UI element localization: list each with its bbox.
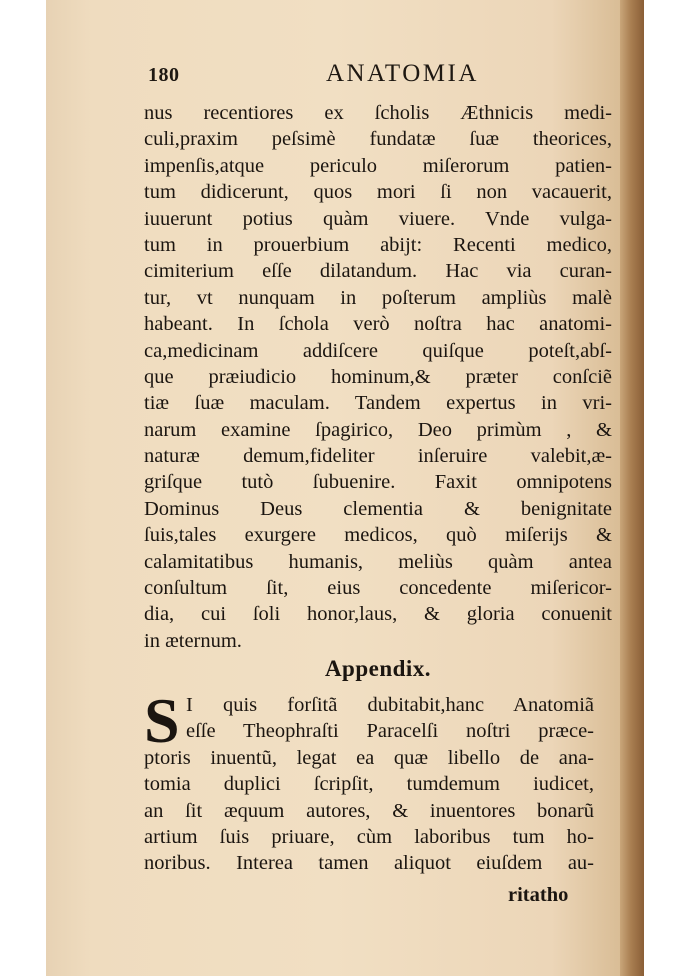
text-line: impenſis,atque periculo miſerorum patien- [144, 154, 612, 177]
running-title: ANATOMIA [326, 60, 479, 87]
text-line: Dominus Deus clementia & benignitate [144, 497, 612, 520]
text-line: conſultum ſit, eius concedente miſericor- [144, 577, 612, 600]
appendix-text [144, 685, 594, 877]
body-text [144, 100, 612, 654]
text-line: ſuis,tales exurgere medicos, quò miſerijs & [144, 524, 612, 547]
text-line: eſſe Theophraſti Paracelſi noſtri præce- [186, 720, 594, 743]
page-number: 180 [148, 64, 180, 86]
text-line: an ſit æquum autores, & inuentores bonarũ [144, 799, 594, 822]
text-line: dia, cui ſoli honor,laus, & gloria conuenit [144, 603, 612, 626]
text-line: nus recentiores ex ſcholis Æthnicis medi- [144, 102, 612, 124]
text-line: tum didicerunt, quos mori ſi non vacauerit, [144, 181, 612, 204]
text-line: cimiterium eſſe dilatandum. Hac via curan- [144, 260, 612, 283]
text-line: habeant. In ſchola verò noſtra hac anatomi- [144, 313, 612, 336]
text-line: tur, vt nunquam in poſterum ampliùs malè [144, 286, 612, 309]
drop-cap: S [144, 685, 180, 756]
text-line: calamitatibus humanis, meliùs quàm antea [144, 550, 612, 573]
text-line: tum in prouerbium abijt: Recenti medico, [144, 233, 612, 256]
text-line: griſque tutò ſubuenire. Faxit omnipotens [144, 471, 612, 494]
text-line: naturæ demum,fideliter inſeruire valebit,æ- [144, 445, 612, 468]
text-line: que præiudicio hominum,& præter conſciẽ [144, 365, 612, 388]
text-line: in æternum. [144, 629, 242, 652]
scan-edge [644, 0, 690, 976]
text-line: tomia duplici ſcripſit, tumdemum iudicet, [144, 773, 594, 796]
text-line: artium ſuis priuare, cùm laboribus tum ho- [144, 825, 594, 848]
text-line: noribus. Interea tamen aliquot eiuſdem au- [144, 852, 594, 875]
text-line: ptoris inuentũ, legat ea quæ libello de ana- [144, 746, 594, 769]
text-line: I quis forſitã dubitabit,hanc Anatomiã [186, 694, 594, 716]
catchword: ritatho [508, 884, 569, 906]
text-line: narum examine ſpagirico, Deo primùm , & [144, 418, 612, 441]
book-gutter [620, 0, 644, 976]
page-header [148, 58, 548, 94]
text-line: tiæ ſuæ maculam. Tandem expertus in vri- [144, 392, 612, 415]
appendix-heading: Appendix. [324, 656, 432, 681]
text-line: culi,praxim peſsimè fundatæ ſuæ theorices, [144, 128, 612, 151]
text-line: iuuerunt potius quàm viuere. Vnde vulga- [144, 207, 612, 230]
text-line: ca,medicinam addiſcere quiſque poteſt,abſ- [144, 339, 612, 362]
scan-margin [0, 0, 46, 976]
